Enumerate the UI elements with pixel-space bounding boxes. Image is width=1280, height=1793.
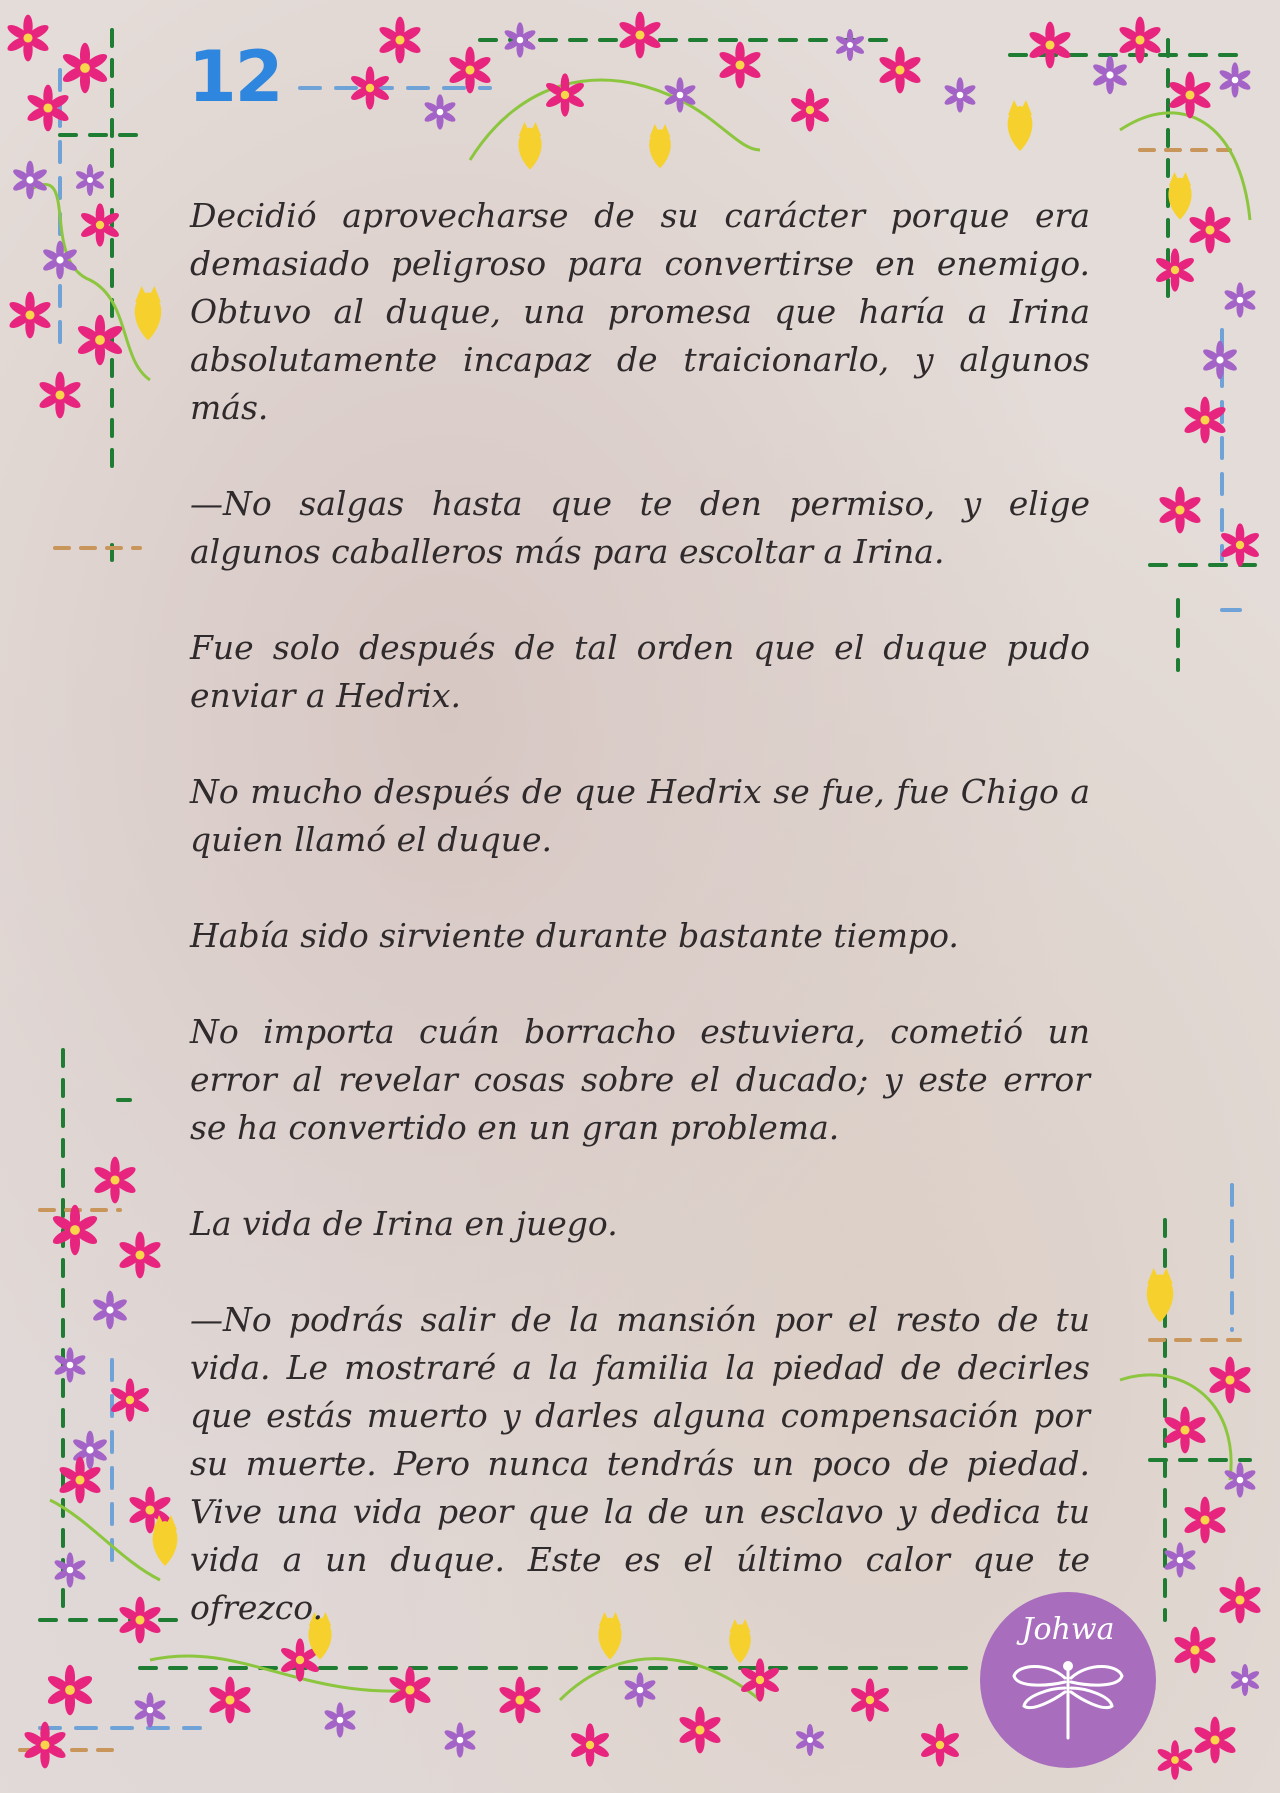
page-number: 12 [188,36,282,118]
paragraph: —No salgas hasta que te den permiso, y elige algunos caballeros más para escoltar a Irina. [190,484,1090,571]
watermark-badge [980,1592,1156,1768]
paragraph: No importa cuán borracho estuviera, cometió un error al revelar cosas sobre el ducado; y este error se ha convertido en un gran problema. [190,1012,1090,1147]
paragraph: No mucho después de que Hedrix se fue, fue Chigo a quien llamó el duque. [190,772,1090,859]
dragonfly-icon [1008,1654,1128,1744]
paragraph: La vida de Irina en juego. [190,1204,618,1243]
paragraph: Fue solo después de tal orden que el duque pudo enviar a Hedrix. [190,628,1090,715]
body-text [190,192,1090,1680]
paragraph: —No podrás salir de la mansión por el resto de tu vida. Le mostraré a la familia la piedad de decirles que estás muerto y darles alguna compensación por su muerte. Pero nunca tendrás un poco de piedad. Vive una vida peor que la de un esclavo y dedica tu vida a un duque. Este es el último calor que te ofrezco. [190,1300,1090,1627]
watermark-label: Johwa [1021,1612,1115,1647]
paragraph: Decidió aprovecharse de su carácter porque era demasiado peligroso para convertirse en enemigo. Obtuvo al duque, una promesa que haría a Irina absolutamente incapaz de traicionarlo, y algunos más. [190,196,1090,427]
paragraph: Había sido sirviente durante bastante tiempo. [190,916,959,955]
